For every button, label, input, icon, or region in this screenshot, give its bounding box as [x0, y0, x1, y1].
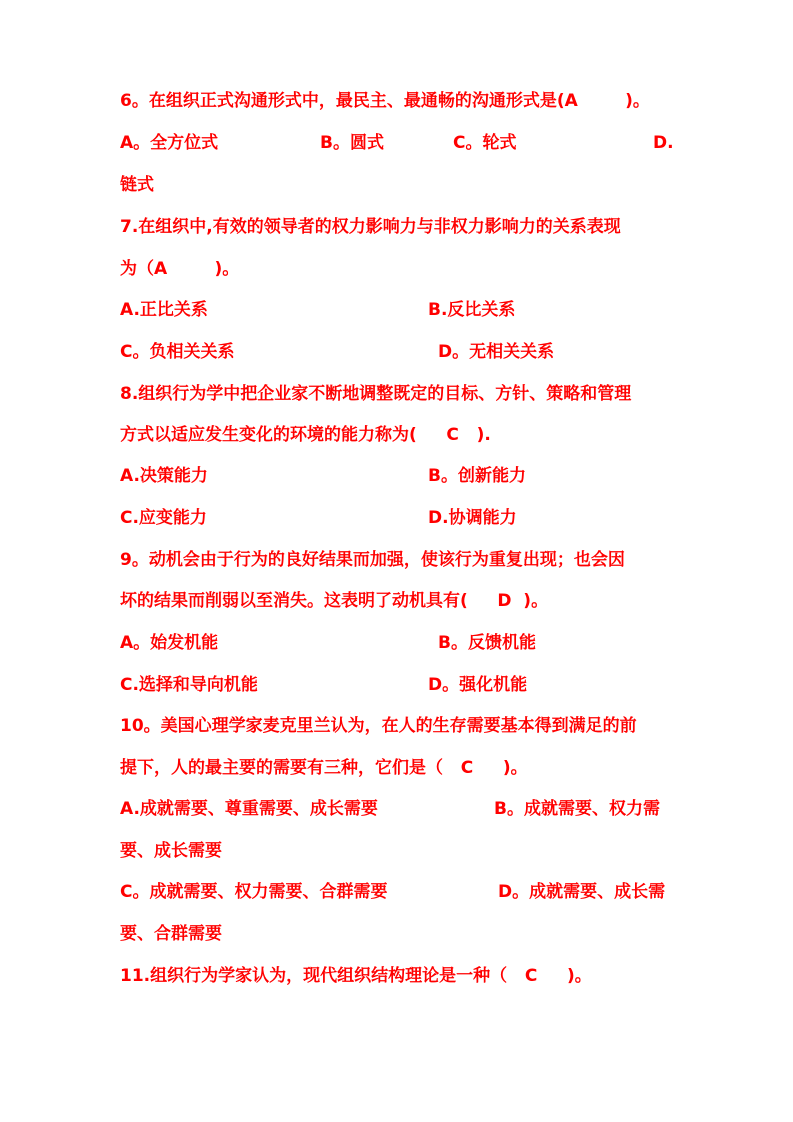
- q10-stem-line2: 提下，人的最主要的需要有三种，它们是（ C )。: [120, 758, 528, 778]
- q10-stem-line1: 10。美国心理学家麦克里兰认为，在人的生存需要基本得到满足的前: [120, 716, 637, 736]
- q8-option-c: C.应变能力: [120, 508, 207, 528]
- q10-option-b-continuation: 要、成长需要: [120, 841, 222, 861]
- q8-stem-line1: 8.组织行为学中把企业家不断地调整既定的目标、方针、策略和管理: [120, 384, 632, 404]
- q9-stem-line2: 坏的结果而削弱以至消失。这表明了动机具有( D )。: [120, 591, 549, 611]
- q9-stem-line1: 9。动机会由于行为的良好结果而加强，使该行为重复出现；也会因: [120, 550, 625, 570]
- q6-option-c: C。轮式: [453, 133, 517, 153]
- q7-option-a: A.正比关系: [120, 300, 208, 320]
- q10-option-a: A.成就需要、尊重需要、成长需要: [120, 799, 378, 819]
- q8-option-a: A.决策能力: [120, 466, 208, 486]
- q7-stem-line2: 为（A )。: [120, 259, 240, 279]
- q9-option-a: A。始发机能: [120, 633, 219, 653]
- q7-stem-line1: 7.在组织中,有效的领导者的权力影响力与非权力影响力的关系表现: [120, 217, 621, 237]
- q11-stem: 11.组织行为学家认为，现代组织结构理论是一种（ C )。: [120, 966, 592, 986]
- q10-option-c: C。成就需要、权力需要、合群需要: [120, 882, 388, 902]
- q6-stem: 6。在组织正式沟通形式中，最民主、最通畅的沟通形式是(A )。: [120, 91, 650, 111]
- q6-option-b: B。圆式: [320, 133, 384, 153]
- q10-option-d-continuation: 要、合群需要: [120, 924, 222, 944]
- q10-option-d: D。成就需要、成长需: [498, 882, 666, 902]
- q7-option-b: B.反比关系: [428, 300, 516, 320]
- q8-option-b: B。创新能力: [428, 466, 526, 486]
- q9-option-d: D。强化机能: [428, 675, 528, 695]
- q10-option-b: B。成就需要、权力需: [494, 799, 660, 819]
- q6-option-d: D.: [653, 133, 674, 153]
- q7-option-c: C。负相关关系: [120, 342, 235, 362]
- q9-option-b: B。反馈机能: [438, 633, 536, 653]
- q8-stem-line2: 方式以适应发生变化的环境的能力称为( C ).: [120, 425, 491, 445]
- q7-option-d: D。无相关关系: [438, 342, 555, 362]
- q6-option-d-continuation: 链式: [120, 175, 154, 195]
- q9-option-c: C.选择和导向机能: [120, 675, 258, 695]
- q8-option-d: D.协调能力: [428, 508, 517, 528]
- q6-option-a: A。全方位式: [120, 133, 219, 153]
